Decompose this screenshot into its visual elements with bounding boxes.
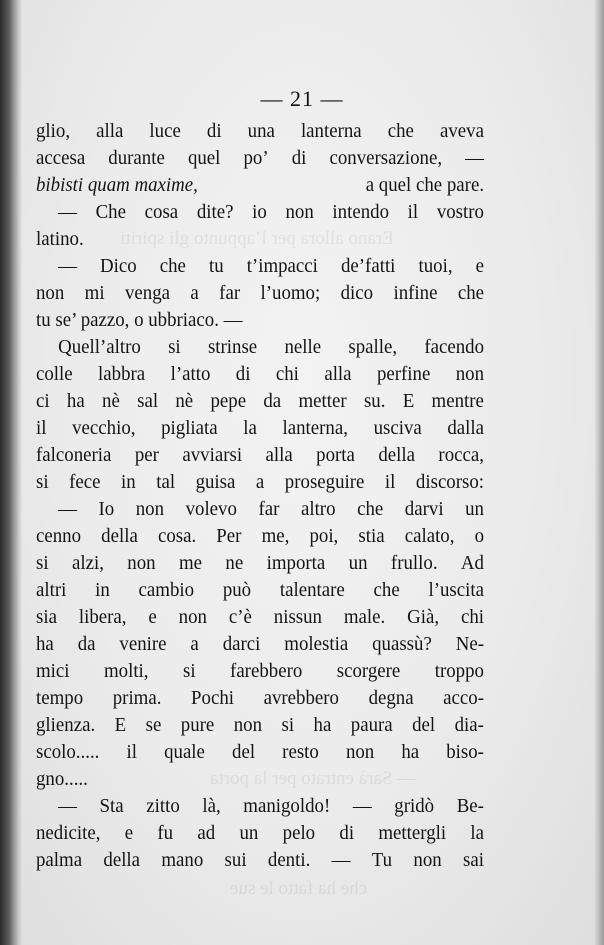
word: talentare xyxy=(279,579,345,601)
word: — xyxy=(58,498,77,520)
word: a xyxy=(255,471,265,493)
word: chi xyxy=(460,606,485,628)
text-line: latino. xyxy=(36,228,84,250)
word: far xyxy=(219,282,241,304)
word: non xyxy=(233,714,263,736)
word: della xyxy=(101,525,138,547)
word: zitto xyxy=(146,795,180,817)
word: degna xyxy=(368,687,414,709)
word: da xyxy=(263,390,282,412)
word: alzi, xyxy=(71,552,104,574)
word: il xyxy=(384,471,396,493)
word: del xyxy=(232,741,256,763)
word: Io xyxy=(98,498,115,520)
word: glio, xyxy=(36,120,71,142)
word: pure xyxy=(180,714,215,736)
word: ne xyxy=(225,552,244,574)
word: infine xyxy=(393,282,438,304)
word: non xyxy=(455,363,485,385)
word: — xyxy=(58,201,77,223)
word: troppo xyxy=(434,660,484,682)
text-line xyxy=(36,793,484,820)
word: accesa xyxy=(36,147,86,169)
word: mi xyxy=(84,282,105,304)
word: far xyxy=(258,498,280,520)
word: prima. xyxy=(112,687,162,709)
word: nè xyxy=(102,390,120,412)
text-line xyxy=(36,334,484,361)
word: usciva xyxy=(373,417,422,439)
word: per xyxy=(134,444,159,466)
bleed-through-text: Erano allora per l’appunto gli spiriti xyxy=(120,228,394,249)
word: tuoi, xyxy=(418,255,453,277)
word: proseguire xyxy=(284,471,365,493)
word: non xyxy=(36,282,65,304)
word: tal xyxy=(156,471,176,493)
word: tempo xyxy=(36,687,84,709)
word: denti. xyxy=(267,849,311,871)
word: o xyxy=(474,525,485,547)
word: il xyxy=(407,201,419,223)
word: darci xyxy=(222,633,261,655)
word: nè xyxy=(175,390,194,412)
word: Che xyxy=(95,201,126,223)
word: c’è xyxy=(228,606,252,628)
text-line: gno..... xyxy=(36,768,88,790)
word: che xyxy=(159,255,186,277)
text-line xyxy=(36,847,484,874)
word: dite? xyxy=(196,201,234,223)
text-line xyxy=(36,361,484,388)
word: ha xyxy=(66,390,85,412)
word: nissun xyxy=(273,606,322,628)
word: della xyxy=(378,444,415,466)
word: una xyxy=(247,120,275,142)
text-line xyxy=(36,388,484,415)
word: su. xyxy=(363,390,386,412)
page-number: — 21 — xyxy=(260,86,344,111)
word: mentre xyxy=(431,390,484,412)
word: vecchio, xyxy=(72,417,136,439)
text-line xyxy=(36,199,484,226)
text-line: tu se’ pazzo, o ubbriaco. — xyxy=(36,309,243,331)
word: male. xyxy=(343,606,386,628)
word: porta xyxy=(316,444,355,466)
word: quale xyxy=(164,741,205,763)
word: si xyxy=(182,660,196,682)
word: acco- xyxy=(443,687,485,709)
latin-phrase: bibisti quam maxime, xyxy=(36,174,198,196)
word: in xyxy=(95,579,110,601)
text-line xyxy=(36,658,484,685)
text-line xyxy=(36,253,484,280)
word: po’ xyxy=(243,147,269,169)
word: perfine xyxy=(376,363,431,385)
word: là, xyxy=(202,795,221,817)
text-line xyxy=(36,496,484,523)
word: da xyxy=(77,633,96,655)
word: colle xyxy=(36,363,73,385)
word: può xyxy=(222,579,252,601)
word: dico xyxy=(340,282,374,304)
word: mettergli xyxy=(378,822,447,844)
word: dalla xyxy=(447,417,485,439)
word: manigoldo! xyxy=(243,795,331,817)
text-line xyxy=(36,685,484,712)
text-line xyxy=(36,172,484,199)
text-line xyxy=(36,523,484,550)
word: quel xyxy=(187,147,221,169)
word: l’uscita xyxy=(428,579,484,601)
word: molti, xyxy=(103,660,149,682)
word: di xyxy=(206,120,222,142)
word: di xyxy=(235,363,251,385)
word: dia- xyxy=(454,714,484,736)
word: la xyxy=(243,417,257,439)
word: t’impacci xyxy=(246,255,318,277)
word: un xyxy=(348,552,368,574)
word: non xyxy=(285,201,314,223)
text-line xyxy=(36,577,484,604)
word: conversazione, xyxy=(329,147,443,169)
word: e xyxy=(124,822,134,844)
body-text xyxy=(36,118,484,874)
word: io xyxy=(252,201,267,223)
word: rocca, xyxy=(438,444,484,466)
word: pepe xyxy=(210,390,247,412)
word: biso- xyxy=(446,741,484,763)
word: luce xyxy=(149,120,181,142)
word: ha xyxy=(401,741,420,763)
word: a xyxy=(190,633,199,655)
word: di xyxy=(291,147,307,169)
word: molestia xyxy=(284,633,349,655)
word: che xyxy=(387,120,414,142)
word: se xyxy=(145,714,162,736)
word: in xyxy=(121,471,136,493)
word: sal xyxy=(137,390,159,412)
word: Dico xyxy=(99,255,137,277)
word: discorso: xyxy=(415,471,485,493)
word: non xyxy=(127,552,156,574)
word: non xyxy=(135,498,165,520)
word: farebbero xyxy=(230,660,303,682)
word: Per xyxy=(216,525,242,547)
word: lanterna xyxy=(300,120,362,142)
word: non xyxy=(413,849,442,871)
word: me, xyxy=(261,525,290,547)
word: scolo..... xyxy=(36,741,100,763)
word: avrebbero xyxy=(263,687,339,709)
word: volevo xyxy=(185,498,237,520)
text-line xyxy=(36,280,484,307)
word: Ad xyxy=(460,552,484,574)
text-line xyxy=(36,442,484,469)
word: del xyxy=(412,714,436,736)
word: della xyxy=(103,849,141,871)
word: fece xyxy=(69,471,101,493)
word: altro xyxy=(300,498,336,520)
word: me xyxy=(178,552,203,574)
word: il xyxy=(126,741,137,763)
word: — xyxy=(58,255,77,277)
word: glienza. xyxy=(36,714,96,736)
word: non xyxy=(345,741,375,763)
word: ad xyxy=(197,822,216,844)
word: tu xyxy=(208,255,224,277)
word: che xyxy=(457,282,485,304)
word: mici xyxy=(36,660,70,682)
word: scorgere xyxy=(336,660,401,682)
word: la xyxy=(470,822,485,844)
word: il xyxy=(36,417,47,439)
word: ha xyxy=(313,714,332,736)
word: palma xyxy=(36,849,83,871)
word: sai xyxy=(462,849,484,871)
word: si xyxy=(281,714,295,736)
word: cosa. xyxy=(157,525,197,547)
word: pelo xyxy=(282,822,316,844)
text-line xyxy=(36,739,484,766)
text-line-rest: a quel che pare. xyxy=(365,174,485,196)
word: altri xyxy=(36,579,67,601)
word: aveva xyxy=(439,120,484,142)
word: ci xyxy=(36,390,50,412)
word: venire xyxy=(119,633,167,655)
word: venga xyxy=(124,282,171,304)
word: l’uomo; xyxy=(260,282,321,304)
word: alla xyxy=(96,120,124,142)
word: si xyxy=(36,552,49,574)
page-binding-shadow xyxy=(0,0,22,945)
word: un xyxy=(239,822,259,844)
word: strinse xyxy=(207,336,258,358)
word: — xyxy=(58,795,77,817)
word: fu xyxy=(157,822,174,844)
text-line xyxy=(36,604,484,631)
word: metter xyxy=(298,390,347,412)
word: l’atto xyxy=(170,363,211,385)
text-line xyxy=(36,631,484,658)
word: E xyxy=(114,714,127,736)
word: sui xyxy=(224,849,247,871)
word: — xyxy=(352,795,372,817)
word: poi, xyxy=(309,525,339,547)
word: avviarsi xyxy=(182,444,243,466)
word: E xyxy=(402,390,415,412)
word: calato, xyxy=(404,525,455,547)
word: Be- xyxy=(456,795,484,817)
word: Ne- xyxy=(455,633,484,655)
word: guisa xyxy=(195,471,236,493)
word: cenno xyxy=(36,525,82,547)
word: Pochi xyxy=(191,687,235,709)
word: Quell’altro xyxy=(58,336,141,358)
text-line xyxy=(36,415,484,442)
word: vostro xyxy=(436,201,484,223)
word: falconeria xyxy=(36,444,112,466)
text-line xyxy=(36,712,484,739)
word: alla xyxy=(265,444,293,466)
word: mano xyxy=(161,849,204,871)
text-line xyxy=(36,550,484,577)
word: facendo xyxy=(424,336,485,358)
word: de’fatti xyxy=(340,255,396,277)
word: e xyxy=(148,606,157,628)
word: stia xyxy=(358,525,385,547)
word: — xyxy=(331,849,351,871)
word: lanterna, xyxy=(282,417,348,439)
text-line xyxy=(36,118,484,145)
word: importa xyxy=(266,552,326,574)
text-line xyxy=(36,469,484,496)
word: resto xyxy=(282,741,319,763)
word: si xyxy=(168,336,181,358)
word: — xyxy=(465,147,485,169)
word: si xyxy=(36,471,49,493)
word: labbra xyxy=(98,363,146,385)
bleed-through-text: che ha fatto le sue xyxy=(230,878,368,899)
word: pigliata xyxy=(161,417,218,439)
word: ha xyxy=(36,633,54,655)
text-line xyxy=(36,820,484,847)
word: sia xyxy=(36,606,57,628)
word: a xyxy=(190,282,199,304)
word: durante xyxy=(108,147,165,169)
word: Tu xyxy=(371,849,393,871)
word: Sta xyxy=(99,795,124,817)
word: quassù? xyxy=(372,633,432,655)
text-line xyxy=(36,145,484,172)
word: di xyxy=(339,822,355,844)
word: nedicite, xyxy=(36,822,101,844)
page-edge-shadow xyxy=(594,0,604,945)
bleed-through-text: — Sarà entrato per la porta xyxy=(210,768,417,789)
word: chi xyxy=(275,363,299,385)
word: gridò xyxy=(394,795,435,817)
word: nelle xyxy=(284,336,322,358)
word: un xyxy=(465,498,484,520)
word: cambio xyxy=(138,579,195,601)
word: Già, xyxy=(407,606,440,628)
word: non xyxy=(178,606,207,628)
word: che xyxy=(373,579,400,601)
word: frullo. xyxy=(390,552,438,574)
word: alla xyxy=(324,363,352,385)
word: libera, xyxy=(78,606,127,628)
word: spalle, xyxy=(348,336,398,358)
word: intendo xyxy=(332,201,390,223)
word: cosa xyxy=(144,201,179,223)
word: darvi xyxy=(404,498,444,520)
word: che xyxy=(357,498,384,520)
word: paura xyxy=(350,714,393,736)
word: e xyxy=(475,255,484,277)
